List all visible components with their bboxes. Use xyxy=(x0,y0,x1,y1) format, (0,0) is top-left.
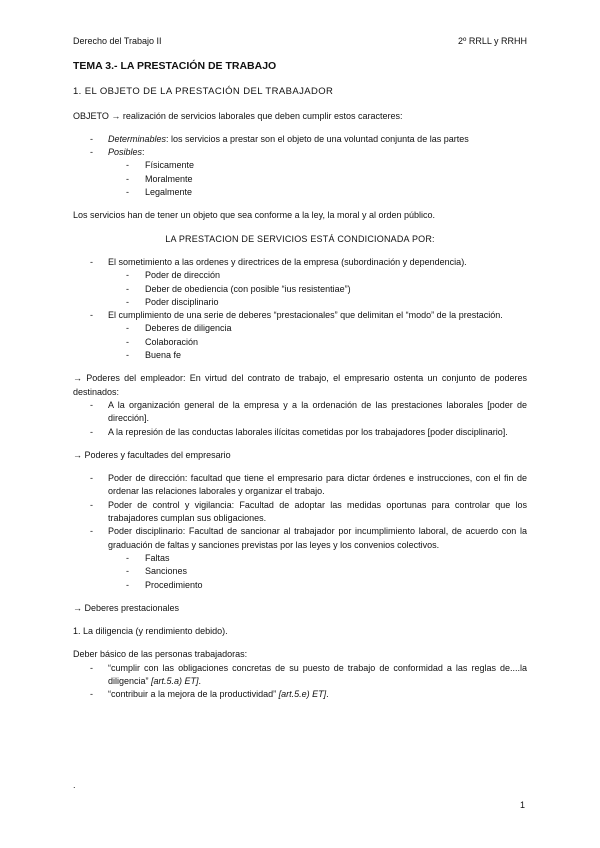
list-item: - A la organización general de la empresa y a la ordenación de las prestaciones laborales [poder de dirección]. xyxy=(73,399,527,426)
list-item xyxy=(73,662,527,689)
term-label: Posibles xyxy=(108,147,143,158)
servicios-paragraph: Los servicios han de tener un objeto que sea conforme a la ley, la moral y al orden público. xyxy=(73,210,436,221)
list-item: - A la represión de las conductas laborales ilícitas cometidas por los trabajadores [poder disciplinario]. xyxy=(73,426,527,439)
item-text: “contribuir a la mejora de la productividad” xyxy=(108,689,279,700)
list-item: - Poder de control y vigilancia: Facultad de adoptar las medidas oportunas para controlar que los trabajadores cumplan sus obligaciones. xyxy=(73,499,527,526)
item-text: Poder disciplinario: Facultad de sancionar al trabajador por incumplimiento laboral, de acuerdo con la graduación de faltas y sanciones previstas por las leyes y los convenios colectivos. xyxy=(108,526,527,550)
term-text: : xyxy=(142,147,145,158)
header-course: Derecho del Trabajo II xyxy=(73,36,162,46)
sublist xyxy=(108,269,527,309)
list-item xyxy=(73,688,527,701)
item-text: El cumplimiento de una serie de deberes “prestacionales” que delimitan el “modo” de la prestación. xyxy=(108,310,503,321)
list-item: - Poder de dirección: facultad que tiene el empresario para dictar órdenes e instrucciones, con el fin de ordenar las relaciones laborales y organizar el trabajo. xyxy=(73,472,527,499)
list-item: - Faltas xyxy=(108,552,527,565)
deber-basico-intro: Deber básico de las personas trabajadoras: xyxy=(73,649,248,660)
section-heading: 1. EL OBJETO DE LA PRESTACIÓN DEL TRABAJADOR xyxy=(73,86,334,98)
sublist xyxy=(108,322,527,362)
term-label: Determinables xyxy=(108,133,167,144)
sublist xyxy=(108,552,527,592)
article-ref: [art.5.e) ET] xyxy=(278,689,327,700)
list-item xyxy=(73,309,527,362)
list-item: - Procedimiento xyxy=(108,579,527,592)
objeto-paragraph: OBJETO → realización de servicios laborales que deben cumplir estos caracteres: xyxy=(73,110,403,121)
list-item xyxy=(73,256,527,309)
item-end: . xyxy=(198,675,202,686)
list-item xyxy=(73,133,527,146)
item-text: El sometimiento a las ordenes y directrices de la empresa (subordinación y dependencia). xyxy=(108,256,467,267)
list-item xyxy=(73,525,527,591)
header-degree: 2º RRLL y RRHH xyxy=(458,36,527,46)
poderes-empleador-intro: → Poderes del empleador: En virtud del contrato de trabajo, el empresario ostenta un conjunto de poderes destinados: xyxy=(73,373,527,397)
condicionada-heading: LA PRESTACION DE SERVICIOS ESTÁ CONDICIONADA POR: xyxy=(165,233,435,244)
term-text: : los servicios a prestar son el objeto de una voluntad conjunta de las partes xyxy=(166,133,469,144)
posibles-sublist xyxy=(108,159,527,199)
stray-dot: . xyxy=(73,780,76,790)
page-title: TEMA 3.- LA PRESTACIÓN DE TRABAJO xyxy=(73,60,277,72)
deberes-heading: → Deberes prestacionales xyxy=(73,602,180,613)
list-item: - Buena fe xyxy=(108,349,527,362)
poderes-facultades-list xyxy=(73,472,527,592)
diligencia-heading: 1. La diligencia (y rendimiento debido). xyxy=(73,626,228,637)
article-ref: [art.5.a) ET] xyxy=(151,675,199,686)
document-body xyxy=(73,60,527,702)
list-item: - Sanciones xyxy=(108,565,527,578)
deber-basico-list xyxy=(73,662,527,702)
condiciones-list xyxy=(73,256,527,362)
poderes-empleador-list xyxy=(73,399,527,439)
poderes-facultades-heading: → Poderes y facultades del empresario xyxy=(73,449,231,460)
list-item: - Poder disciplinario xyxy=(108,296,527,309)
list-item: - Poder de dirección xyxy=(108,269,527,282)
page-number: 1 xyxy=(519,800,525,810)
list-item: - Físicamente xyxy=(108,159,527,172)
caracteres-list xyxy=(73,133,527,199)
list-item: - Deber de obediencia (con posible “ius resistentiae”) xyxy=(108,283,527,296)
list-item: - Moralmente xyxy=(108,173,527,186)
list-item: - Deberes de diligencia xyxy=(108,322,527,335)
list-item xyxy=(73,146,527,199)
list-item: - Legalmente xyxy=(108,186,527,199)
item-text: “cumplir con las obligaciones concretas de su puesto de trabajo de conformidad a las reglas de....la diligencia” xyxy=(108,662,527,686)
list-item: - Colaboración xyxy=(108,336,527,349)
item-end: . xyxy=(326,689,329,700)
